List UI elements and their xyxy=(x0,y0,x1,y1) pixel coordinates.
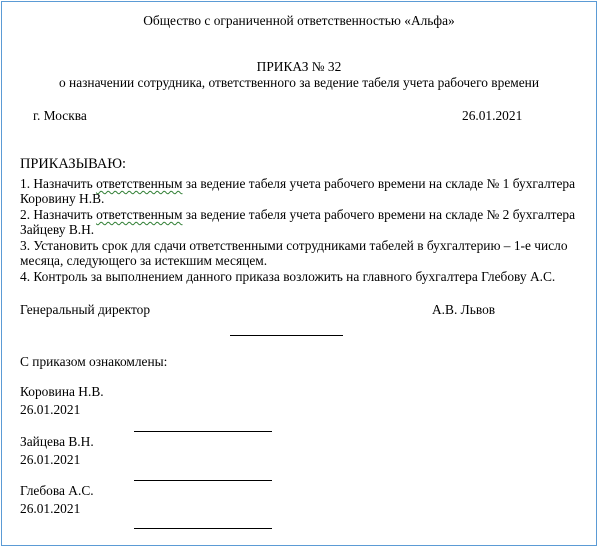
order-item-3-cont: месяца, следующего за истекшим месяцем. xyxy=(20,253,268,268)
director-signature-line xyxy=(230,335,343,336)
order-heading: ПРИКАЗЫВАЮ: xyxy=(20,156,127,172)
signature-name: А.В. Львов xyxy=(432,302,496,317)
order-item-4: 4. Контроль за выполнением данного приказа возложить на главного бухгалтера Глебову А.С. xyxy=(20,269,556,284)
ack-person-date: 26.01.2021 xyxy=(20,402,81,417)
ack-person-date: 26.01.2021 xyxy=(20,501,81,516)
ack-signature-line xyxy=(134,431,272,432)
item-1-prefix: 1. Назначить xyxy=(20,176,97,191)
item-1-keyword: ответственным xyxy=(96,176,183,191)
ack-person-name: Глебова А.С. xyxy=(20,483,94,498)
item-2-keyword: ответственным xyxy=(96,207,183,222)
order-city: г. Москва xyxy=(33,108,87,123)
ack-person-name: Зайцева В.Н. xyxy=(20,434,94,449)
organization-name: Общество с ограниченной ответственностью «Альфа» xyxy=(143,13,455,28)
item-1-text: за ведение табеля учета рабочего времени на складе № 1 бухгалтера xyxy=(182,176,576,191)
order-title: ПРИКАЗ № 32 xyxy=(256,59,342,74)
order-subject: о назначении сотрудника, ответственного за ведение табеля учета рабочего времени xyxy=(58,75,540,90)
ack-signature-line xyxy=(134,528,272,529)
signature-position: Генеральный директор xyxy=(20,302,151,317)
order-date: 26.01.2021 xyxy=(462,108,523,123)
item-2-prefix: 2. Назначить xyxy=(20,207,97,222)
order-item-1 xyxy=(20,176,575,191)
document-page xyxy=(1,1,597,546)
acknowledgement-heading: С приказом ознакомлены: xyxy=(20,354,168,369)
ack-person-name: Коровина Н.В. xyxy=(20,384,104,399)
ack-person-date: 26.01.2021 xyxy=(20,452,81,467)
order-item-1-cont: Коровину Н.В. xyxy=(20,191,105,206)
order-item-3: 3. Установить срок для сдачи ответственными сотрудниками табелей в бухгалтерию – 1-е число xyxy=(20,238,568,253)
ack-signature-line xyxy=(134,480,272,481)
order-item-2 xyxy=(20,207,575,222)
item-2-text: за ведение табеля учета рабочего времени на складе № 2 бухгалтера xyxy=(182,207,576,222)
order-item-2-cont: Зайцеву В.Н. xyxy=(20,222,95,237)
